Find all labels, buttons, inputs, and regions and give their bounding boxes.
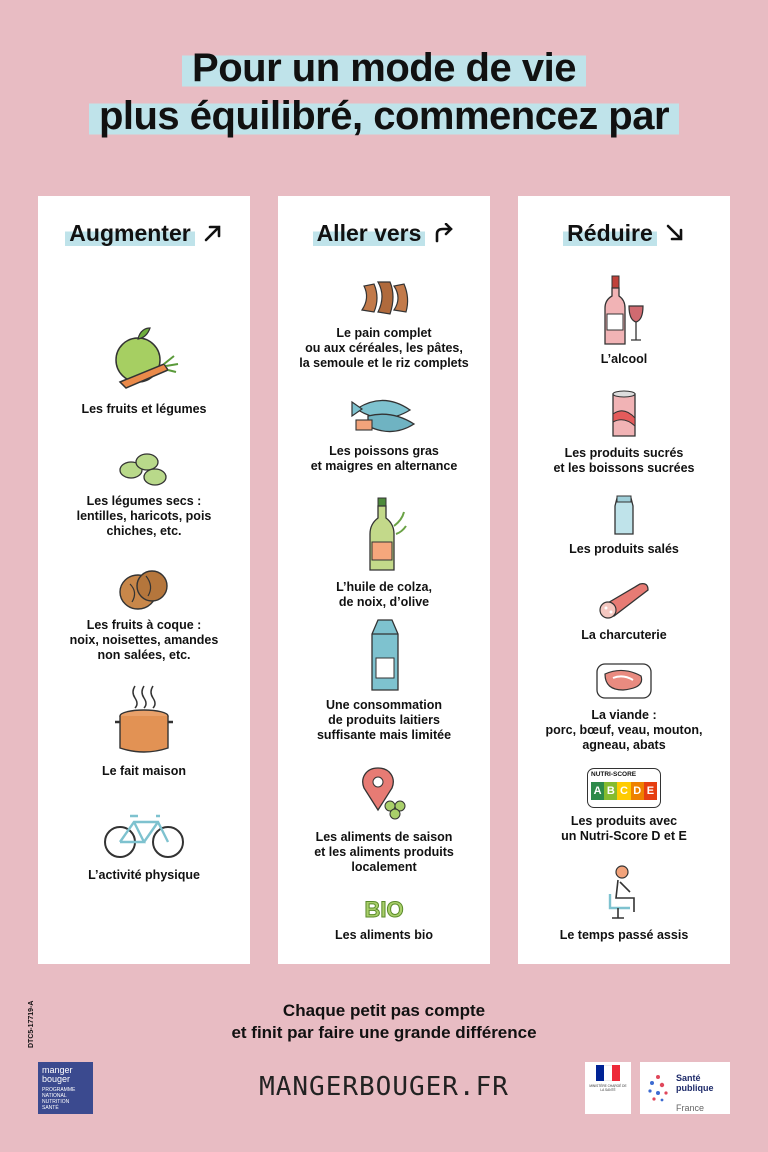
nutri-score-label: NUTRI-SCORE (591, 771, 637, 778)
steak-icon (593, 660, 655, 702)
nutri-letter-e: E (644, 782, 657, 800)
site-url: MANGERBOUGER.FR (259, 1072, 509, 1102)
seated-person-icon (604, 864, 644, 922)
nutri-score-scale (591, 782, 657, 800)
dots-logo-icon (646, 1073, 670, 1103)
fruits-vegetables-icon (106, 324, 182, 396)
sante-publique-france-logo (640, 1062, 730, 1114)
item-label: L’huile de colza, de noix, d’olive (336, 580, 432, 609)
list-item (278, 388, 490, 474)
list-item (38, 682, 250, 779)
list-item (518, 274, 730, 367)
column-augmenter (38, 196, 250, 964)
item-label: Les aliments de saison et les aliments produits localement (314, 830, 454, 874)
arrow-down-right-icon (665, 223, 685, 243)
list-item (278, 496, 490, 610)
list-item (518, 494, 730, 557)
item-label: La charcuterie (581, 628, 667, 642)
bio-label-icon: BIO (364, 897, 404, 922)
title-line-2: plus équilibré, commencez par (89, 94, 679, 138)
document-code: DTC5-17719-A (28, 1000, 35, 1048)
french-flag-icon (596, 1065, 620, 1081)
republique-francaise-logo (585, 1062, 631, 1114)
nutri-letter-d: D (631, 782, 644, 800)
walnut-icon (116, 566, 172, 612)
column-title: Réduire (563, 220, 657, 246)
sp-logo-country: France (676, 1103, 705, 1113)
sp-logo-name: Santé publique (676, 1073, 714, 1093)
column-aller-vers (278, 196, 490, 964)
list-item (278, 898, 490, 943)
item-label: Le fait maison (101, 764, 187, 778)
item-label: Le pain complet ou aux céréales, les pâtes, la semoule et le riz complets (299, 326, 469, 370)
item-label: L’activité physique (88, 868, 200, 882)
mb-logo-title: manger bouger (42, 1065, 73, 1084)
beans-icon (117, 450, 171, 488)
cooking-pot-icon (113, 682, 175, 758)
column-header (278, 220, 490, 246)
list-item (518, 388, 730, 476)
nutri-letter-c: C (617, 782, 630, 800)
item-label: La viande : porc, bœuf, veau, mouton, agneau, abats (545, 708, 703, 752)
list-item (38, 324, 250, 417)
list-item (518, 660, 730, 753)
item-label: Le temps passé assis (559, 928, 689, 942)
list-item (278, 276, 490, 371)
column-title: Aller vers (313, 220, 426, 246)
soda-can-icon (609, 388, 639, 440)
item-label: Les fruits à coque : noix, noisettes, amandes non salées, etc. (69, 618, 219, 662)
milk-carton-icon (364, 618, 404, 692)
list-item (278, 766, 490, 875)
list-item (518, 768, 730, 844)
location-grapes-icon (358, 766, 410, 824)
item-label: Les légumes secs : lentilles, haricots, pois chiches, etc. (76, 494, 212, 538)
item-label: Les fruits et légumes (81, 402, 207, 416)
item-label: Les produits sucrés et les boissons sucrées (553, 446, 695, 475)
item-label: Les produits avec un Nutri-Score D et E (561, 814, 687, 843)
footer-tagline: Chaque petit pas compte et finit par faire une grande différence (231, 1001, 537, 1042)
column-reduire (518, 196, 730, 964)
column-header (518, 220, 730, 246)
column-title: Augmenter (65, 220, 194, 246)
list-item (38, 808, 250, 883)
list-item (38, 450, 250, 539)
item-label: Les poissons gras et maigres en alternance (310, 444, 458, 473)
pasta-icon (356, 276, 412, 320)
nutri-letter-a: A (591, 782, 604, 800)
item-label: Une consommation de produits laitiers suffisante mais limitée (316, 698, 452, 742)
list-item (518, 576, 730, 643)
item-label: Les produits salés (569, 542, 679, 556)
arrow-up-right-icon (203, 223, 223, 243)
item-label: L’alcool (600, 352, 648, 366)
list-item (38, 566, 250, 663)
list-item (518, 864, 730, 943)
nutri-score-icon (587, 768, 661, 808)
sausage-icon (596, 576, 652, 622)
bicycle-icon (102, 808, 186, 862)
wine-icon (599, 274, 649, 346)
item-label: Les aliments bio (335, 928, 433, 942)
fish-icon (348, 388, 420, 438)
arrow-turn-right-icon (433, 223, 455, 243)
salt-shaker-icon (611, 494, 637, 536)
ministry-label: MINISTÈRE CHARGÉ DE LA SANTÉ (589, 1084, 627, 1092)
column-header (38, 220, 250, 246)
page-title (0, 46, 768, 138)
sp-logo-text (676, 1063, 714, 1113)
oil-bottle-icon (360, 496, 408, 574)
list-item (278, 618, 490, 743)
title-line-1: Pour un mode de vie (182, 46, 586, 90)
mb-logo-subtitle: PROGRAMME NATIONAL NUTRITION SANTÉ (42, 1087, 76, 1111)
nutri-letter-b: B (604, 782, 617, 800)
